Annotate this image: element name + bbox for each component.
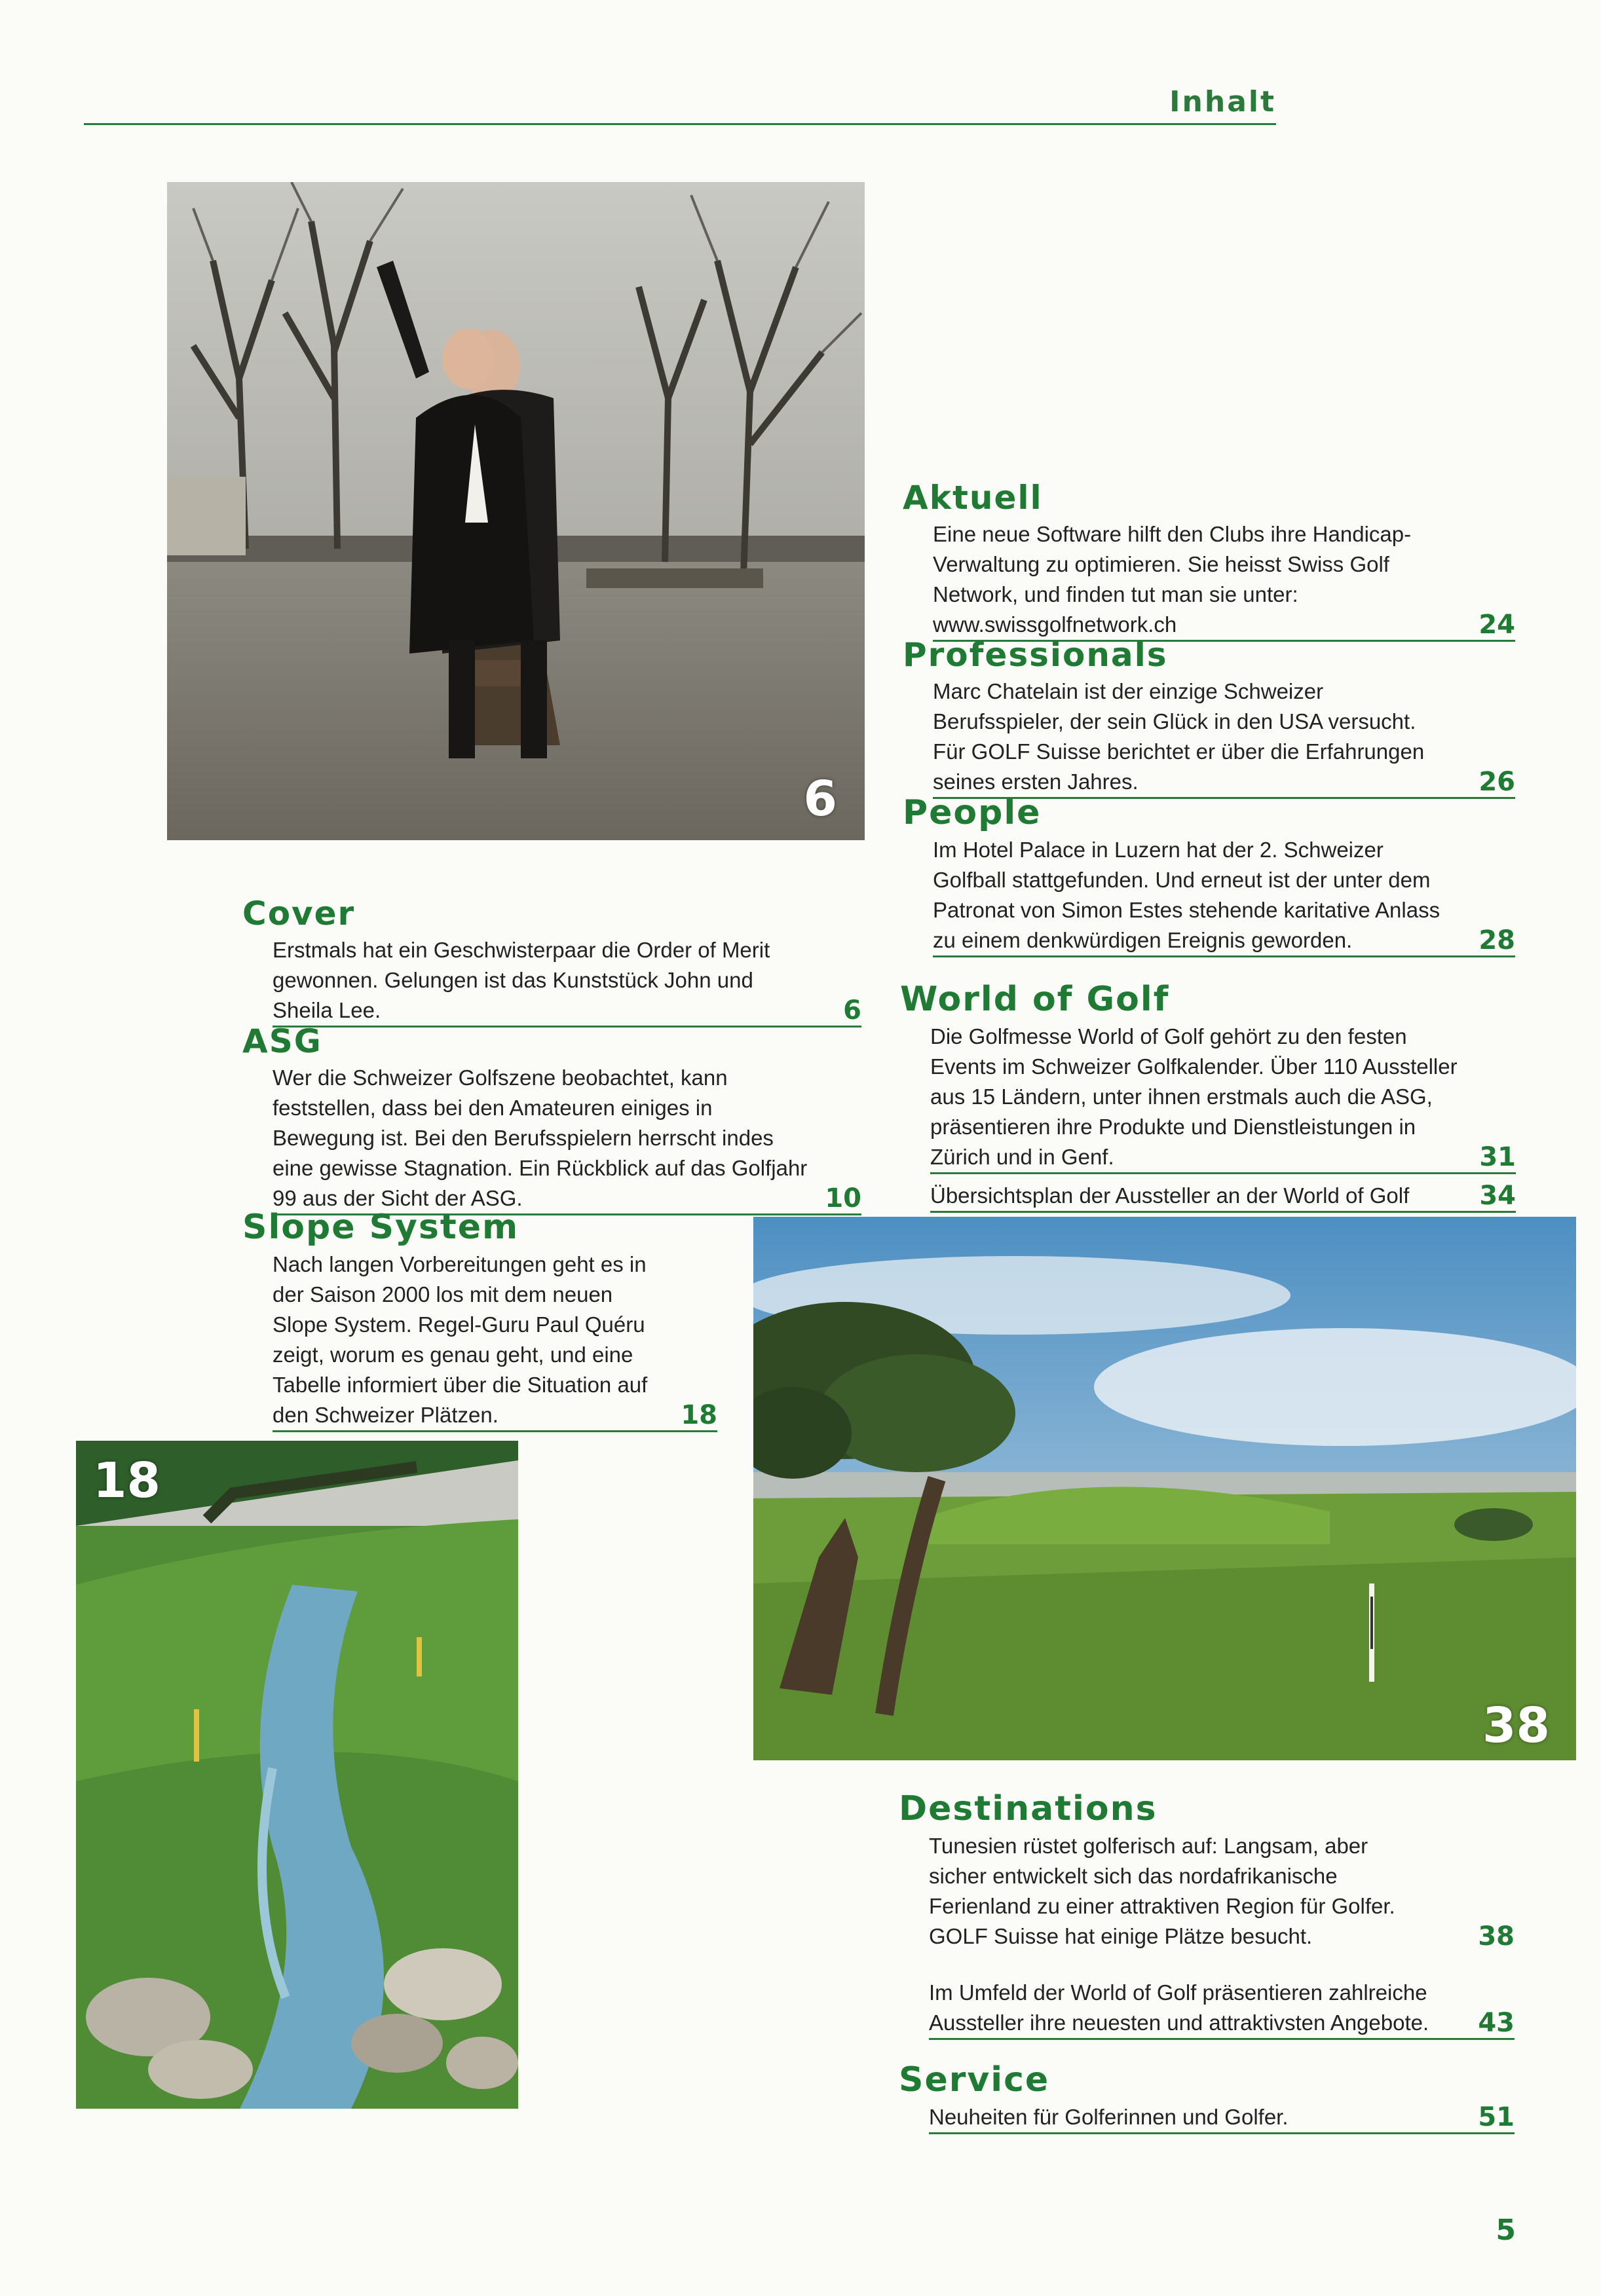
cover-photo [167, 182, 865, 840]
entry-page-number: 26 [1479, 767, 1515, 797]
section-service [899, 2060, 1515, 2134]
section-cover [242, 897, 861, 1028]
toc-entry[interactable] [933, 676, 1515, 799]
entry-page-number: 28 [1479, 925, 1515, 955]
entry-page-number: 6 [843, 995, 861, 1026]
section-asg [242, 1022, 861, 1215]
entry-page-number: 38 [1478, 1921, 1515, 1952]
entry-page-number: 24 [1479, 610, 1515, 640]
section-professionals [903, 636, 1515, 799]
section-title: ASG [242, 1022, 322, 1060]
section-slope-system [242, 1210, 717, 1432]
entry-page-number: 51 [1478, 2102, 1515, 2132]
toc-entry[interactable] [929, 2102, 1515, 2134]
entry-page-number: 34 [1479, 1181, 1516, 1211]
toc-entry[interactable] [933, 519, 1515, 642]
toc-entry[interactable] [273, 935, 861, 1028]
destinations-photo-page-badge: 38 [1482, 1697, 1550, 1754]
section-title: People [903, 793, 1042, 832]
entry-text: Eine neue Software hilft den Clubs ihre Handicap-Verwaltung zu optimieren. Sie heisst Swiss Golf Network, und finden tut man sie unter: www.swissgolfnetwork.ch [933, 522, 1412, 637]
entry-text: Im Hotel Palace in Luzern hat der 2. Schweizer Golfball stattgefunden. Und erneut ist der unter dem Patronat von Simon Estes stehende karitative Anlass zu einem denkwürdigen Ereignis geworden. [933, 838, 1441, 952]
entry-text: Erstmals hat ein Geschwisterpaar die Order of Merit gewonnen. Gelungen ist das Kunststück John und Sheila Lee. [273, 938, 770, 1022]
entry-text: Neuheiten für Golferinnen und Golfer. [929, 2105, 1289, 2129]
entry-text: Im Umfeld der World of Golf präsentieren zahlreiche Aussteller ihre neuesten und attraktivsten Angebote. [929, 1980, 1429, 2035]
section-title: Slope System [242, 1208, 519, 1247]
entry-text: Marc Chatelain ist der einzige Schweizer Berufsspieler, der sein Glück in den USA versucht. Für GOLF Suisse berichtet er über die Erfahrungen seines ersten Jahres. [933, 679, 1425, 794]
section-people [903, 793, 1515, 957]
section-title: Service [899, 2060, 1050, 2100]
destinations-photo [753, 1217, 1576, 1760]
toc-entry[interactable] [933, 835, 1515, 957]
entry-text: Wer die Schweizer Golfszene beobachtet, kann feststellen, dass bei den Amateuren einiges in Bewegung ist. Bei den Berufsspielern herrscht indes eine gewisse Stagnation. Ein Rückblick auf das Golfjahr 99 aus der Sicht der ASG. [273, 1065, 808, 1210]
section-destinations [899, 1789, 1515, 2040]
section-title: Professionals [903, 636, 1168, 674]
entry-page-number: 18 [681, 1400, 717, 1430]
header-rule [84, 123, 1276, 125]
page-header-title: Inhalt [1169, 85, 1276, 119]
entry-text: Tunesien rüstet golferisch auf: Langsam, aber sicher entwickelt sich das nordafrikanische Ferienland zu einer attraktiven Region für Golfer. GOLF Suisse hat einige Plätze besucht. [929, 1834, 1395, 1948]
entry-page-number: 10 [825, 1183, 861, 1213]
slope-photo-page-badge: 18 [93, 1453, 160, 1509]
entry-text: Die Golfmesse World of Golf gehört zu den festen Events im Schweizer Golfkalender. Über 110 Aussteller aus 15 Ländern, unter ihnen erstmals auch die ASG, präsentieren ihre Produkte und Dienstleistungen in Zürich und in Genf. [930, 1024, 1458, 1169]
entry-text: Nach langen Vorbereitungen geht es in der Saison 2000 los mit dem neuen Slope System. Regel-Guru Paul Quéru zeigt, worum es genau geht, und eine Tabelle informiert über die Situation auf den Schweizer Plätzen. [273, 1252, 648, 1427]
footer-page-number: 5 [1496, 2213, 1516, 2247]
entry-page-number: 31 [1479, 1142, 1516, 1172]
slope-photo-illustration [76, 1441, 518, 2109]
toc-entry [929, 1831, 1515, 1952]
toc-entry[interactable] [273, 1250, 717, 1432]
toc-entry[interactable] [930, 1022, 1516, 1174]
toc-entry[interactable] [273, 1063, 861, 1215]
section-title: Aktuell [903, 479, 1043, 517]
section-title: World of Golf [900, 980, 1170, 1019]
section-title: Destinations [899, 1789, 1158, 1828]
slope-photo [76, 1441, 518, 2109]
entry-text: Übersichtsplan der Aussteller an der World of Golf [930, 1183, 1410, 1208]
toc-entry[interactable] [930, 1181, 1516, 1213]
section-aktuell [903, 481, 1515, 642]
toc-entry[interactable] [929, 1978, 1515, 2040]
cover-photo-page-badge: 6 [803, 771, 837, 827]
section-world-of-golf [900, 982, 1516, 1213]
section-title: Cover [242, 895, 356, 933]
cover-photo-illustration [167, 182, 865, 840]
entry-page-number: 43 [1478, 2008, 1515, 2038]
destinations-photo-illustration [753, 1217, 1576, 1760]
